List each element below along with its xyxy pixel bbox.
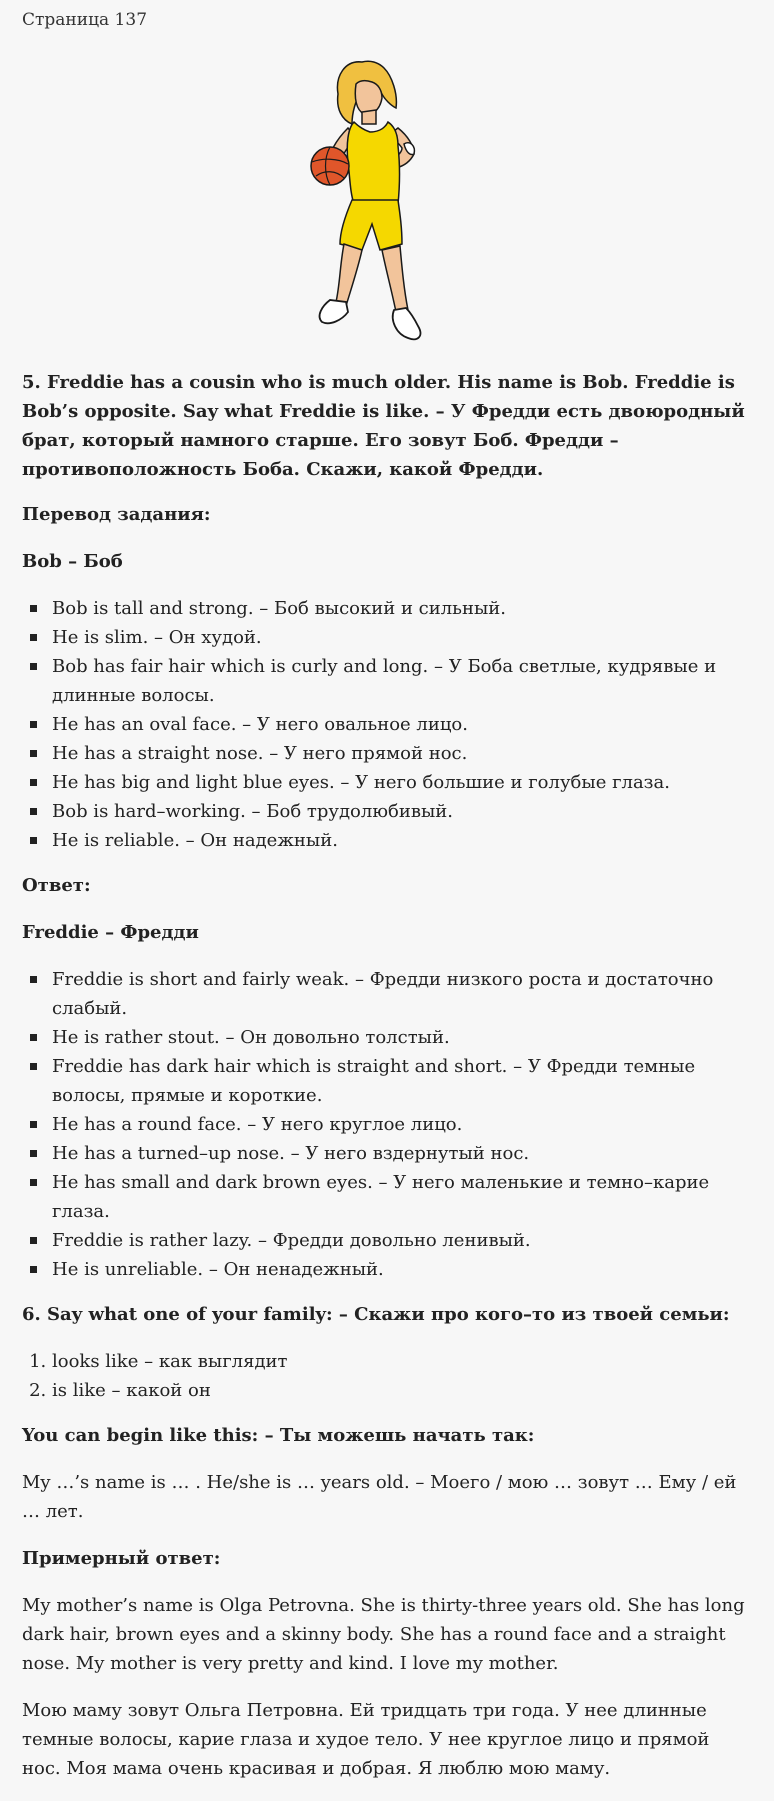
translation-heading: Перевод задания: [22,504,211,525]
bullet-icon [30,721,37,728]
bullet-icon [30,750,37,757]
bullet-icon [30,634,37,641]
list-item: 2. is like – какой он [52,1376,752,1405]
bullet-icon [30,808,37,815]
bullet-icon [30,1063,37,1070]
freddie-list [22,965,752,1284]
list-item: He has small and dark brown eyes. – У него маленькие и темно–карие глаза. [52,1168,752,1226]
list-item: 1. looks like – как выглядит [52,1347,752,1376]
bob-list [22,594,752,855]
list-item: Freddie is short and fairly weak. – Фредди низкого роста и достаточно слабый. [52,965,752,1023]
bullet-icon [30,1121,37,1128]
list-item: He has a straight nose. – У него прямой нос. [52,739,752,768]
list-item: He has big and light blue eyes. – У него большие и голубые глаза. [52,768,752,797]
list-item: He is slim. – Он худой. [52,623,752,652]
list-item: He is reliable. – Он надежный. [52,826,752,855]
task6-list [22,1347,752,1405]
freddie-heading: Freddie – Фредди [22,922,199,943]
task6-text: 6. Say what one of your family: – Скажи про кого–то из твоей семьи: [22,1304,730,1325]
bullet-icon [30,779,37,786]
sample-answer-ru: Мою маму зовут Ольга Петровна. Ей тридцать три года. У нее длинные темные волосы, карие глаза и худое тело. У нее круглое лицо и прямой нос. Моя мама очень красивая и добрая. Я люблю мою маму. [22,1700,710,1779]
bob-heading: Bob – Боб [22,551,123,572]
begin-heading: You can begin like this: – Ты можешь начать так: [22,1425,535,1446]
list-item: Freddie is rather lazy. – Фредди довольно ленивый. [52,1226,752,1255]
list-item: Bob is tall and strong. – Боб высокий и сильный. [52,594,752,623]
task5-text: 5. Freddie has a cousin who is much older. His name is Bob. Freddie is Bob’s opposite. Say what Freddie is like. – У Фредди есть двоюродный брат, который намного старше. Его зовут Боб. Фредди – противоположность Боба. Скажи, какой Фредди. [22,372,745,480]
bullet-icon [30,1150,37,1157]
bullet-icon [30,663,37,670]
bullet-icon [30,837,37,844]
list-item: Bob has fair hair which is curly and long. – У Боба светлые, кудрявые и длинные волосы. [52,652,752,710]
bullet-icon [30,1237,37,1244]
sample-heading: Примерный ответ: [22,1548,221,1569]
begin-text: My …’s name is … . He/she is … years old. – Моего / мою … зовут … Ему / ей … лет. [22,1472,737,1522]
bullet-icon [30,976,37,983]
bullet-icon [30,605,37,612]
basketball-player-icon [300,54,460,349]
bullet-icon [30,1034,37,1041]
page-label: Страница 137 [22,10,148,30]
bullet-icon [30,1179,37,1186]
list-item: Freddie has dark hair which is straight and short. – У Фредди темные волосы, прямые и короткие. [52,1052,752,1110]
list-item: He has an oval face. – У него овальное лицо. [52,710,752,739]
list-item: He is rather stout. – Он довольно толстый. [52,1023,752,1052]
answer-heading: Ответ: [22,875,91,896]
bullet-icon [30,1266,37,1273]
list-item: He is unreliable. – Он ненадежный. [52,1255,752,1284]
list-item: He has a turned–up nose. – У него вздернутый нос. [52,1139,752,1168]
list-item: He has a round face. – У него круглое лицо. [52,1110,752,1139]
sample-answer-en: My mother’s name is Olga Petrovna. She is thirty-three years old. She has long dark hair, brown eyes and a skinny body. She has a round face and a straight nose. My mother is very pretty and kind. I love my mother. [22,1595,745,1674]
content [22,368,752,1801]
list-item: Bob is hard–working. – Боб трудолюбивый. [52,797,752,826]
